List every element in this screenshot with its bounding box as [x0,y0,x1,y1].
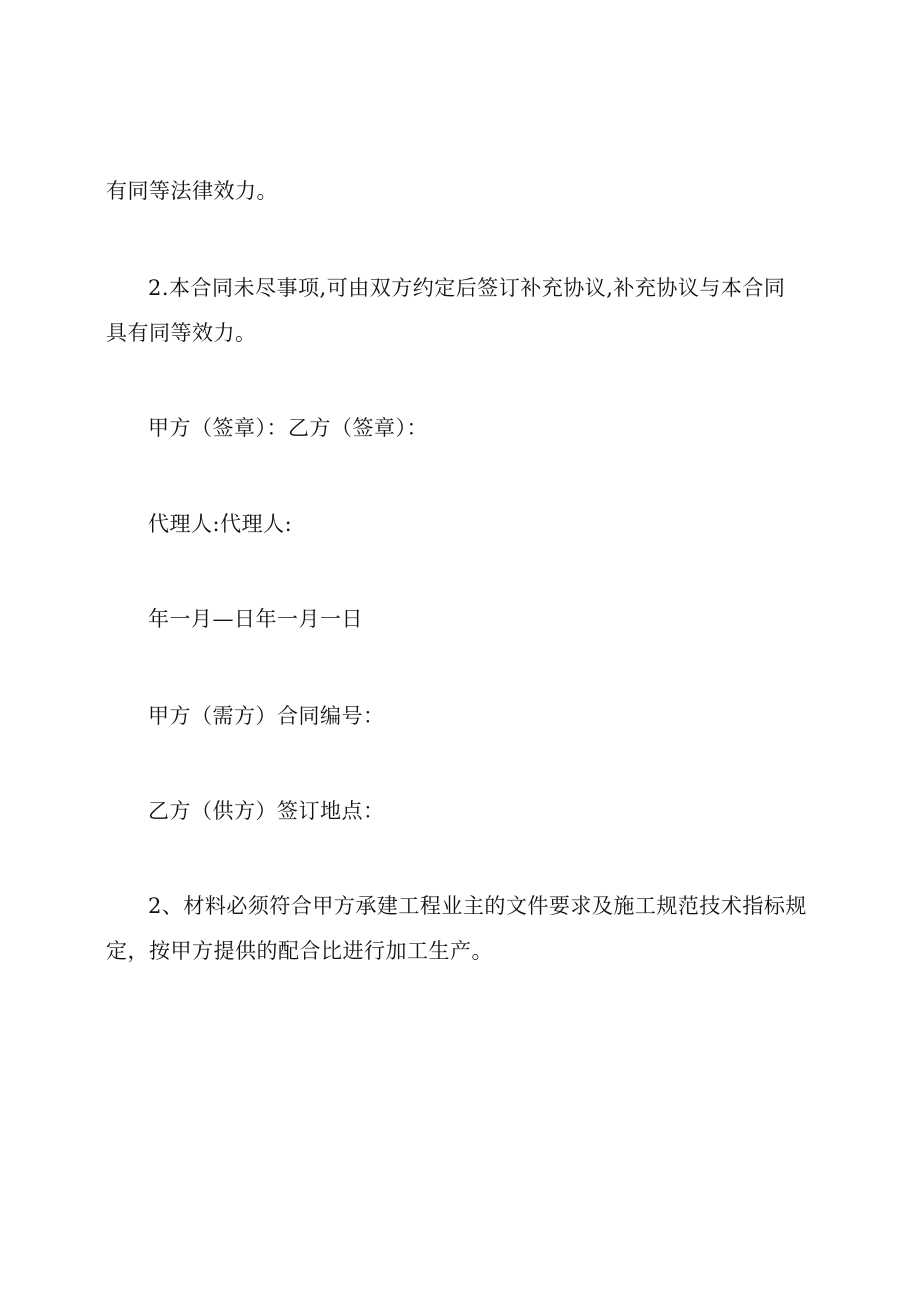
party-b-signing-location: 乙方（供方）签订地点： [148,799,385,823]
clause-2-material-requirements: 2、材料必须符合甲方承建工程业主的文件要求及施工规范技术指标规 [148,894,807,918]
party-a-contract-number: 甲方（需方）合同编号： [148,704,385,728]
clause-2-supplementary-agreement: 2.本合同未尽事项,可由双方约定后签订补充协议,补充协议与本合同 [148,276,786,300]
clause-2-material-continuation: 定，按甲方提供的配合比进行加工生产。 [106,939,493,963]
clause-2-continuation: 具有同等效力。 [106,321,257,345]
signature-line-parties: 甲方（签章）：乙方（签章）： [148,416,428,440]
agent-line: 代理人:代理人: [148,512,293,536]
date-line: 年一月—日年一月一日 [148,607,363,631]
paragraph-line-equal-legal-effect: 有同等法律效力。 [106,179,278,203]
